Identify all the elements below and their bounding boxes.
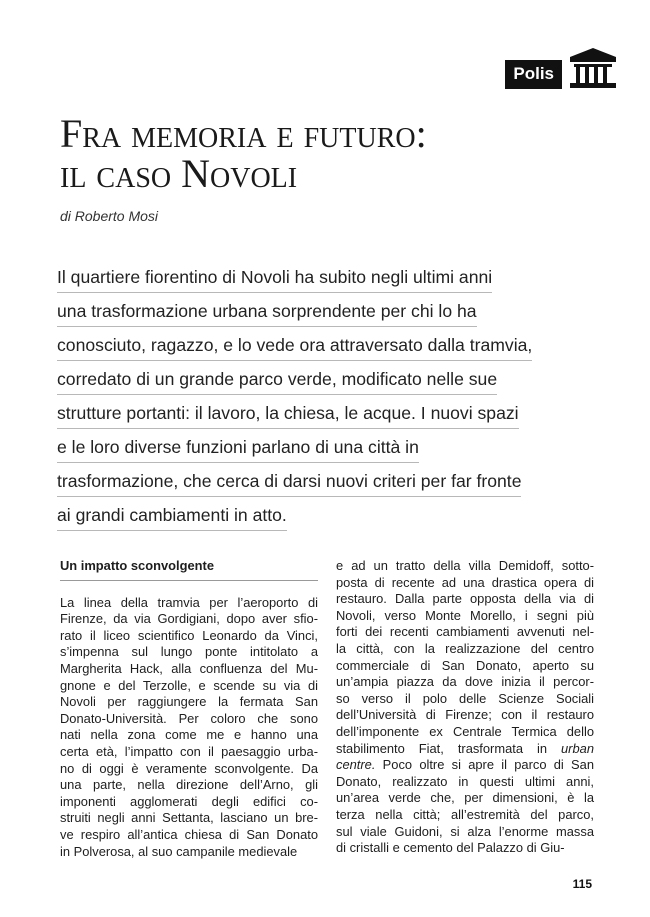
body-text-line: una parte, nella direzione dell’Arno, gli bbox=[60, 777, 318, 793]
page-number: 115 bbox=[572, 877, 592, 891]
body-text-line: no di oggi è veramente sconvolgente. Da bbox=[60, 760, 318, 776]
title-line-1: Fra memoria e futuro: bbox=[60, 111, 427, 156]
body-text-line: so verso il polo delle Scienze Sociali bbox=[336, 690, 594, 706]
body-text-line: Donato-Università. Per coloro che sono bbox=[60, 710, 318, 726]
italic-term: urban bbox=[561, 740, 594, 756]
lead-line: conosciuto, ragazzo, e lo vede ora attraversato dalla tramvia, bbox=[57, 330, 532, 361]
italic-term: centre. bbox=[336, 757, 376, 773]
body-text-line: rato il liceo scientifico Leonardo da Vinci, bbox=[60, 627, 318, 643]
lead-line: e le loro diverse funzioni parlano di una città in bbox=[57, 432, 419, 463]
lead-paragraph bbox=[57, 262, 577, 534]
body-text-line: di cristalli e cemento del Palazzo di Giu- bbox=[336, 840, 565, 856]
body-text-line: e ad un tratto della villa Demidoff, sotto- bbox=[336, 558, 594, 573]
body-text-line: un’ampia piazza da dove inizia il percor- bbox=[336, 674, 594, 690]
body-text-line: gnone e del Terzolle, e scende su via di bbox=[60, 677, 318, 693]
building-columns-icon bbox=[566, 45, 620, 89]
title-line-2: il caso Novoli bbox=[60, 151, 298, 196]
author-byline: di Roberto Mosi bbox=[60, 208, 159, 224]
lead-line: trasformazione, che cerca di darsi nuovi criteri per far fronte bbox=[57, 466, 521, 497]
lead-line: strutture portanti: il lavoro, la chiesa, le acque. I nuovi spazi bbox=[57, 398, 519, 429]
section-badge bbox=[505, 45, 620, 89]
body-text-line: dell’Università di Firenze; con il restauro bbox=[336, 707, 594, 723]
body-text-line: La linea della tramvia per l’aeroporto di bbox=[60, 594, 318, 610]
body-text-line: Firenze, da via Gordigiani, dopo aver sfio- bbox=[60, 611, 318, 627]
body-text-line: sul viale Guidoni, si alza l’enorme massa bbox=[336, 823, 594, 839]
left-column-text bbox=[60, 595, 318, 861]
lead-line: corredato di un grande parco verde, modificato nelle sue bbox=[57, 364, 497, 395]
body-text-line: un’area verde che, per dimensioni, è la bbox=[336, 790, 594, 806]
body-text-line: Donato, realizzato in questi ultimi anni, bbox=[336, 773, 594, 789]
lead-line: ai grandi cambiamenti in atto. bbox=[57, 500, 287, 531]
section-subheading: Un impatto sconvolgente bbox=[60, 558, 318, 581]
right-column-text bbox=[336, 558, 594, 857]
body-text-line: in Polverosa, al suo campanile medievale bbox=[60, 843, 298, 859]
body-text-line: stabilimento Fiat, trasformata in urban bbox=[336, 740, 594, 756]
body-text-line: Novoli, verso Monte Morello, i segni più bbox=[336, 607, 594, 623]
body-text-line: posta di recente ad una drastica opera di bbox=[336, 574, 594, 590]
body-text-line: commerciale di San Donato, aperto su bbox=[336, 657, 594, 673]
body-text-line: nati nella zona come me e hanno una bbox=[60, 727, 318, 743]
body-text-line: ve respiro all’antica chiesa di San Donato bbox=[60, 826, 318, 842]
body-text-line: la città, con la realizzazione del centro bbox=[336, 640, 594, 656]
body-text-line: centre. Poco oltre si apre il parco di San bbox=[336, 757, 594, 773]
body-text-line: restauro. Dalla parte opposta della via di bbox=[336, 591, 594, 607]
body-text-line: dell’imponente ex Centrale Termica dello bbox=[336, 723, 594, 739]
section-label: Polis bbox=[505, 60, 562, 89]
body-column-left bbox=[60, 558, 318, 860]
body-text-line: s’impenna sul lungo ponte intitolato a bbox=[60, 644, 318, 660]
body-text-line: forti dei recenti cambiamenti avvenuti nel- bbox=[336, 624, 594, 640]
body-text-line: imponenti agglomerati degli edifici co- bbox=[60, 793, 318, 809]
lead-line: una trasformazione urbana sorprendente per chi lo ha bbox=[57, 296, 477, 327]
body-text-line: Margherita Hack, alla confluenza del Mu- bbox=[60, 660, 318, 676]
body-text-line: Novoli per raggiungere la fermata San bbox=[60, 694, 318, 710]
body-text-line: terza nella città; all’estremità del parco, bbox=[336, 806, 594, 822]
article-title bbox=[60, 111, 600, 196]
lead-line: Il quartiere fiorentino di Novoli ha subito negli ultimi anni bbox=[57, 262, 492, 293]
body-column-right bbox=[336, 558, 594, 857]
body-text-line: certa età, l’impatto con il paesaggio urba- bbox=[60, 743, 318, 759]
body-text-line: struiti negli anni Settanta, lasciano un bre- bbox=[60, 810, 318, 826]
